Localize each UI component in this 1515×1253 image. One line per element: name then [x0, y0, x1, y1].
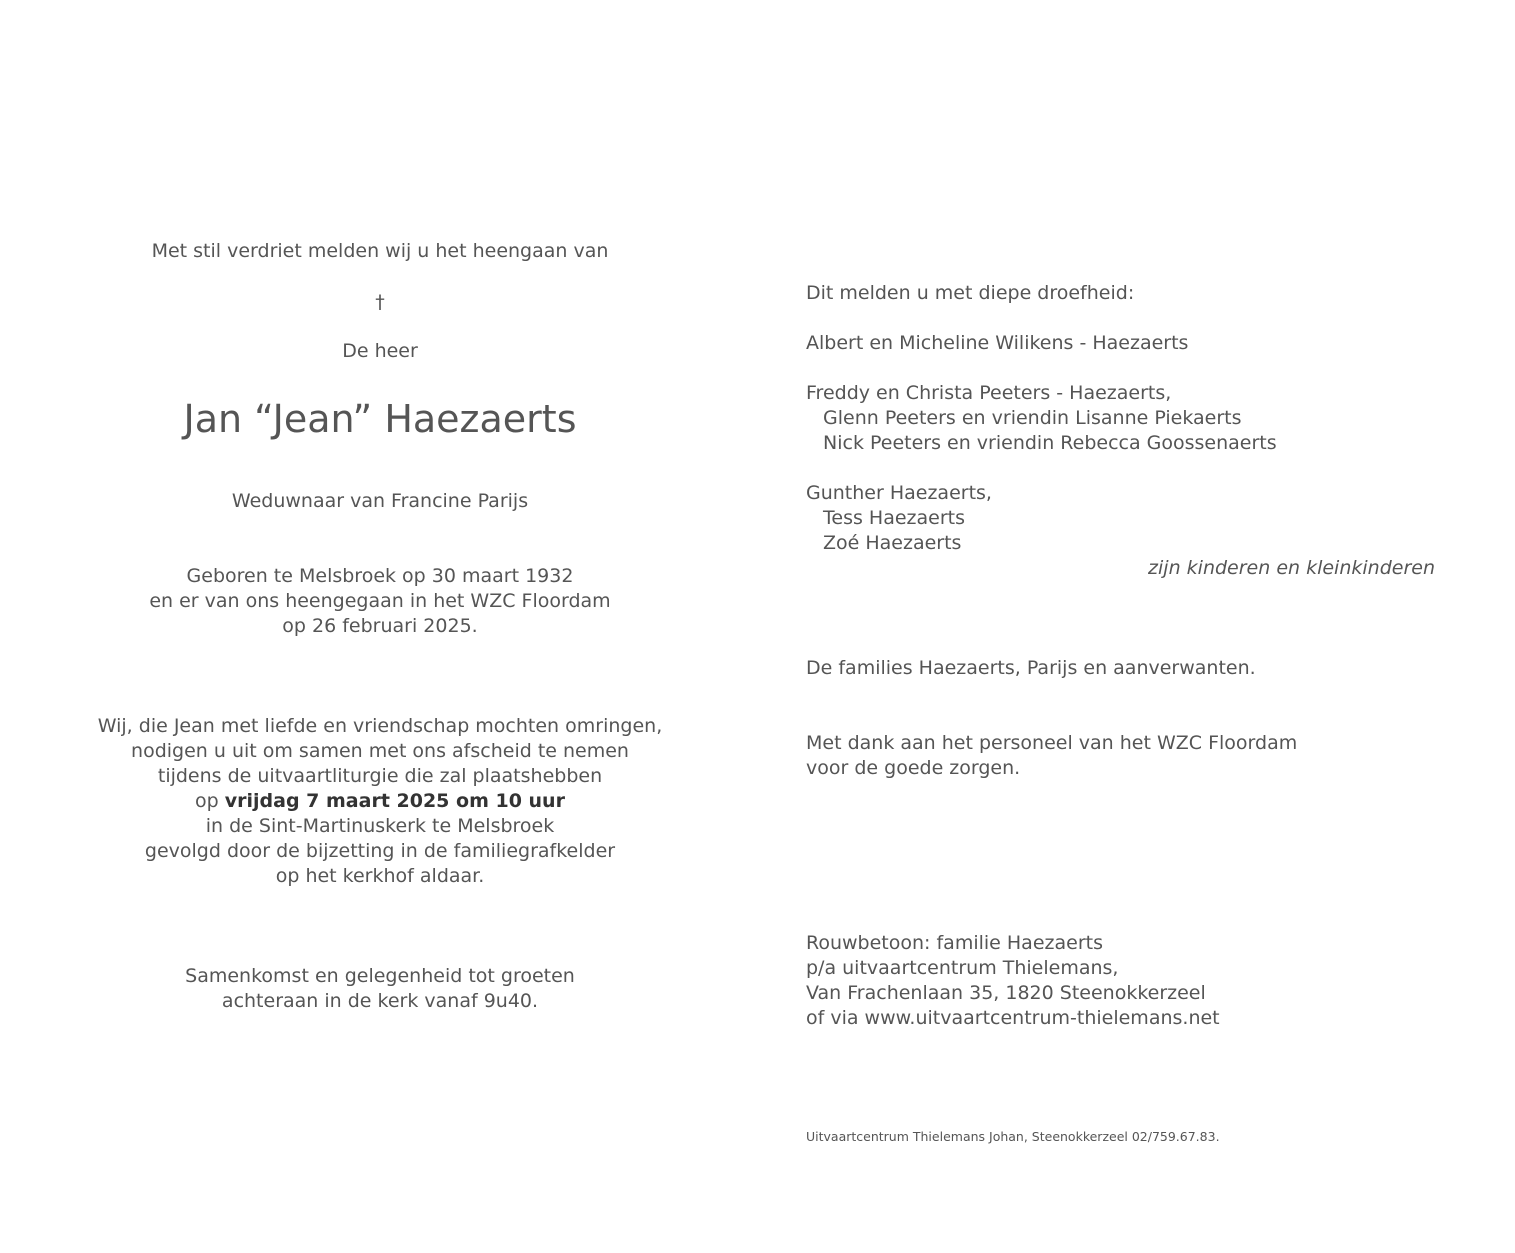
thanks-block	[806, 731, 1297, 781]
grandchild-entry: Zoé Haezaerts	[823, 532, 962, 554]
children-caption: zijn kinderen en kleinkinderen	[1148, 557, 1435, 579]
announcement-text: Dit melden u met diepe droefheid:	[806, 282, 1135, 304]
family-group	[806, 381, 1277, 456]
grandchild-entry: Glenn Peeters en vriendin Lisanne Piekaerts	[823, 407, 1242, 429]
birth-line: Geboren te Melsbroek op 30 maart 1932	[186, 565, 574, 587]
invitation-line: tijdens de uitvaartliturgie die zal plaatshebben	[157, 765, 603, 787]
family-entry: Freddy en Christa Peeters - Haezaerts,	[806, 382, 1172, 404]
thanks-line: voor de goede zorgen.	[806, 757, 1021, 779]
deceased-name: Jan “Jean” Haezaerts	[183, 397, 577, 441]
invitation-line: nodigen u uit om samen met ons afscheid te nemen	[131, 740, 629, 762]
date-prefix: op	[195, 790, 225, 812]
condolence-line: p/a uitvaartcentrum Thielemans,	[806, 957, 1119, 979]
family-entry: Albert en Micheline Wilikens - Haezaerts	[806, 332, 1189, 354]
ceremony-date-line	[98, 789, 662, 814]
condolence-block	[806, 931, 1220, 1031]
condolence-line: Van Frachenlaan 35, 1820 Steenokkerzeel	[806, 982, 1206, 1004]
gathering-line: achteraan in de kerk vanaf 9u40.	[221, 990, 539, 1012]
thanks-line: Met dank aan het personeel van het WZC Floordam	[806, 732, 1298, 754]
condolence-line: Rouwbetoon: familie Haezaerts	[806, 932, 1103, 954]
invitation-line: gevolgd door de bijzetting in de familiegrafkelder	[144, 840, 616, 862]
widower-text: Weduwnaar van Francine Parijs	[231, 490, 529, 512]
honorific: De heer	[342, 340, 418, 362]
ceremony-date: vrijdag 7 maart 2025 om 10 uur	[224, 790, 565, 812]
invitation-line: in de Sint-Martinuskerk te Melsbroek	[205, 815, 555, 837]
gathering-block	[185, 964, 575, 1014]
grandchild-entry: Nick Peeters en vriendin Rebecca Goossenaerts	[823, 432, 1277, 454]
footer-text: Uitvaartcentrum Thielemans Johan, Steenokkerzeel 02/759.67.83.	[806, 1129, 1220, 1144]
invitation-line: op het kerkhof aldaar.	[275, 865, 485, 887]
gathering-line: Samenkomst en gelegenheid tot groeten	[185, 965, 575, 987]
death-place-line: en er van ons heengegaan in het WZC Floordam	[149, 590, 611, 612]
death-date-line: op 26 februari 2025.	[282, 615, 478, 637]
family-entry: Gunther Haezaerts,	[806, 482, 992, 504]
condolence-website-line: of via www.uitvaartcentrum-thielemans.net	[806, 1007, 1220, 1029]
family-group	[806, 481, 992, 556]
families-text: De families Haezaerts, Parijs en aanverwanten.	[806, 657, 1256, 679]
cross-icon: †	[375, 291, 385, 313]
invitation-line: Wij, die Jean met liefde en vriendschap mochten omringen,	[97, 715, 663, 737]
intro-text: Met stil verdriet melden wij u het heengaan van	[151, 240, 609, 262]
birth-death-block	[149, 564, 610, 639]
invitation-block	[98, 714, 662, 889]
grandchild-entry: Tess Haezaerts	[823, 507, 965, 529]
